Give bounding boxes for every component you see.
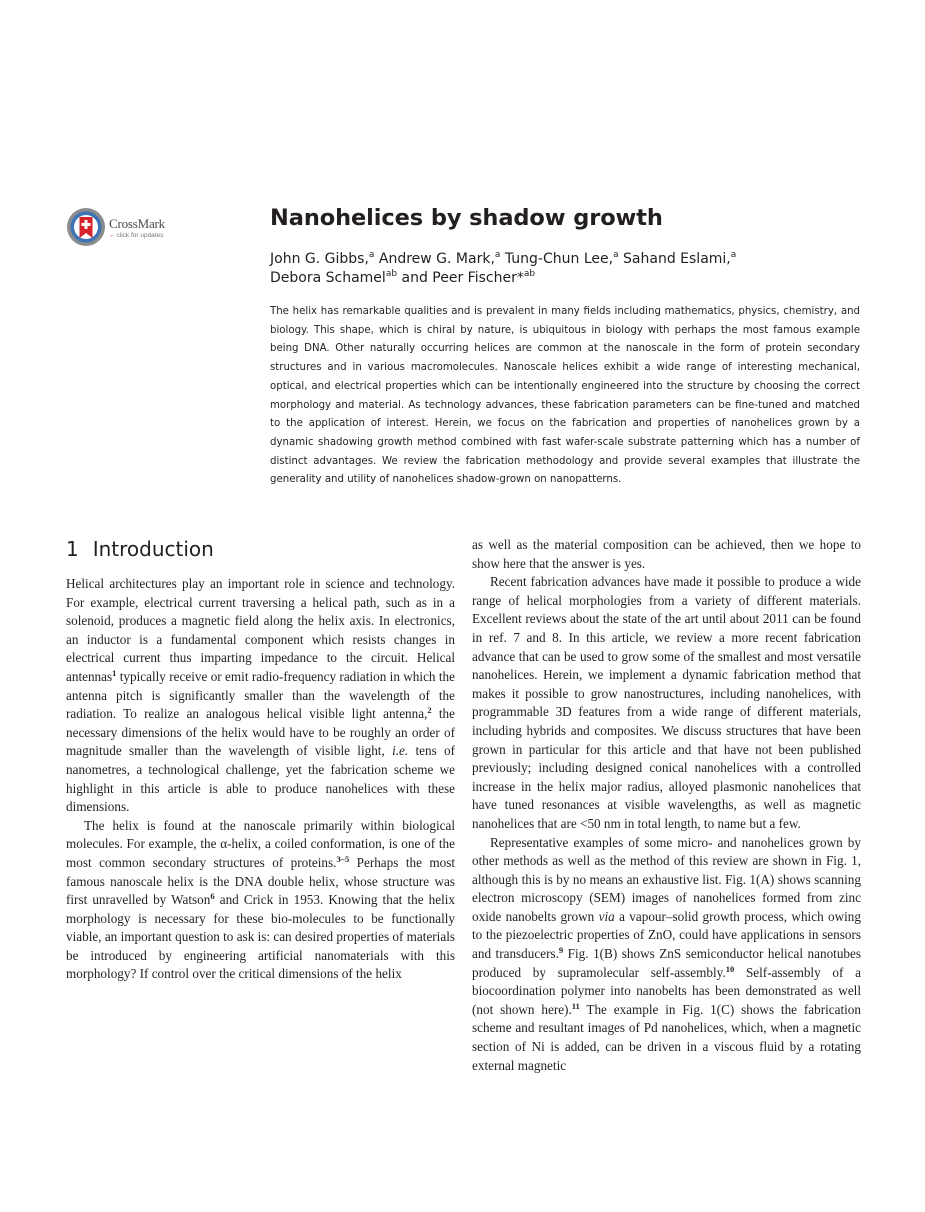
author-name: and Peer Fischer* (401, 270, 524, 286)
citation-link[interactable]: 1 (112, 667, 117, 678)
section-title: Introduction (92, 537, 214, 561)
author-name: Debora Schamel (270, 270, 386, 286)
crossmark-subtitle-text: click for updates (116, 232, 164, 239)
citation-link[interactable]: 11 (571, 1000, 580, 1011)
section-number: 1 (66, 537, 79, 561)
author-affiliation: ab (523, 269, 536, 279)
body-paragraph: as well as the material composition can be achieved, then we hope to show here that the answer is yes. (472, 537, 861, 571)
crossmark-badge[interactable] (66, 206, 176, 248)
citation-link[interactable]: 9 (558, 945, 564, 956)
author-affiliation: a (613, 250, 619, 260)
author-name: Sahand Eslami, (623, 251, 731, 267)
body-column-left (66, 575, 455, 984)
author-affiliation: ab (385, 269, 398, 279)
crossmark-logo-icon (66, 207, 106, 247)
section-heading (66, 537, 214, 561)
citation-link[interactable]: 2 (427, 705, 432, 716)
body-paragraph: The helix is found at the nanoscale primarily within biological molecules. For example, the α-helix, a coiled conformation, is one of the most common secondary structures of proteins.$^{3-5}$ Perhaps the most famous nanoscale helix is the DNA double helix, whose structure was first unravelled by Watson$^6$ and Crick in 1953. Knowing that the helix morphology is necessary for these bio-molecules to be functionally viable, an important question to ask is: can desired properties of materials be introduced by engineering artificial nanomaterials with this morphology? If control over the critical dimensions of the helix (66, 817, 456, 982)
author-list (270, 250, 870, 288)
author-name: John G. Gibbs, (270, 251, 369, 267)
article-title: Nanohelices by shadow growth (270, 205, 663, 231)
body-paragraph: Representative examples of some micro- and nanohelices grown by other methods as well as the method of this review are shown in Fig. 1, although this is by no means an exhaustive list. Fig. 1(A) shows scanning electron microscopy (SEM) images of nanohelices formed from zinc oxide nanobelts grown via a vapour–solid growth process, which owing to the piezoelectric properties of ZnO, could have applications in sensors and transducers.$^9$ Fig. 1(B) shows ZnS semiconductor helical nanotubes produced by supramolecular self-assembly.$^{10}$ Self-assembly of a biocoordination polymer into nanobelts has been demonstrated as well (not shown here).$^{11}$ The example in Fig. 1(C) shows the fabrication scheme and resultant images of Pd nanohelices, which, when a magnetic section of Ni is added, can be driven in a viscous fluid by a rotating external magnetic (472, 834, 861, 1073)
abstract: The helix has remarkable qualities and is prevalent in many fields including mathematics, physics, chemistry, and biology. This shape, which is chiral by nature, is ubiquitous in biology with perhaps the most famous example being DNA. Other naturally occurring helices are common at the nanoscale in the form of protein secondary structures and in various macromolecules. Nanoscale helices exhibit a wide range of interesting mechanical, optical, and electrical properties which can be intentionally engineered into the structure by choosing the correct morphology and material. As technology advances, these fabrication parameters can be fine-tuned and matched to the application of interest. Herein, we focus on the fabrication and properties of nanohelices grown by a dynamic shadowing growth method combined with fast wafer-scale substrate patterning which has a number of distinct advantages. We review the fabrication methodology and provide several examples that illustrate the generality and utility of nanohelices shadow-grown on nanopatterns. (270, 306, 860, 486)
author-affiliation: a (730, 250, 737, 260)
body-paragraph: Helical architectures play an important role in science and technology. For example, electrical current traversing a helical path, such as in a solenoid, produces a magnetic field along the helix axis. In electronics, an inductor is a fundamental component which resists changes in electrical current thus imparting impedance to the circuit. Helical antennas$^1$ typically receive or emit radio-frequency radiation in which the antenna pitch is significantly smaller than the wavelength of the radiation. To realize an analogous helical visible light antenna,$^2$ the necessary dimensions of the helix would have to be roughly an order of magnitude smaller than the wavelength of visible light, i.e. tens of nanometres, a technological challenge, yet the fabrication scheme we highlight in this article is able to produce nanohelices with these dimensions. (66, 576, 456, 815)
citation-link[interactable]: 6 (210, 891, 215, 902)
author-name: Tung-Chun Lee, (504, 251, 614, 267)
arrow-left-icon: ← (109, 232, 116, 239)
author-affiliation: a (368, 250, 375, 260)
crossmark-subtitle (109, 232, 163, 239)
author-name: Andrew G. Mark, (378, 251, 495, 267)
body-column-right (472, 536, 861, 1075)
citation-link[interactable]: 3–5 (336, 853, 350, 864)
author-affiliation: a (494, 250, 501, 260)
citation-link[interactable]: 10 (725, 963, 735, 974)
body-paragraph: Recent fabrication advances have made it possible to produce a wide range of helical morphologies from a variety of different materials. Excellent reviews about the state of the art until about 2011 can be found in ref. 7 and 8. In this article, we review a more recent fabrication advance that can be used to grow some of the smallest and most versatile nanohelices. Herein, we implement a dynamic fabrication method that makes it possible to grow nanostructures, including nanohelices, with programmable 3D features from a wide range of different materials, including hybrids and composites. We discuss structures that have been grown in particular for this article and that have not been published previously; including designed conical nanohelices with a controlled increase in the helix major radius, alloyed plasmonic nanohelices that have tuned resonances at visible wavelengths, as well as magnetic nanohelices that are <50 nm in total length, to name but a few. (472, 574, 861, 831)
crossmark-label: CrossMark (109, 216, 165, 231)
